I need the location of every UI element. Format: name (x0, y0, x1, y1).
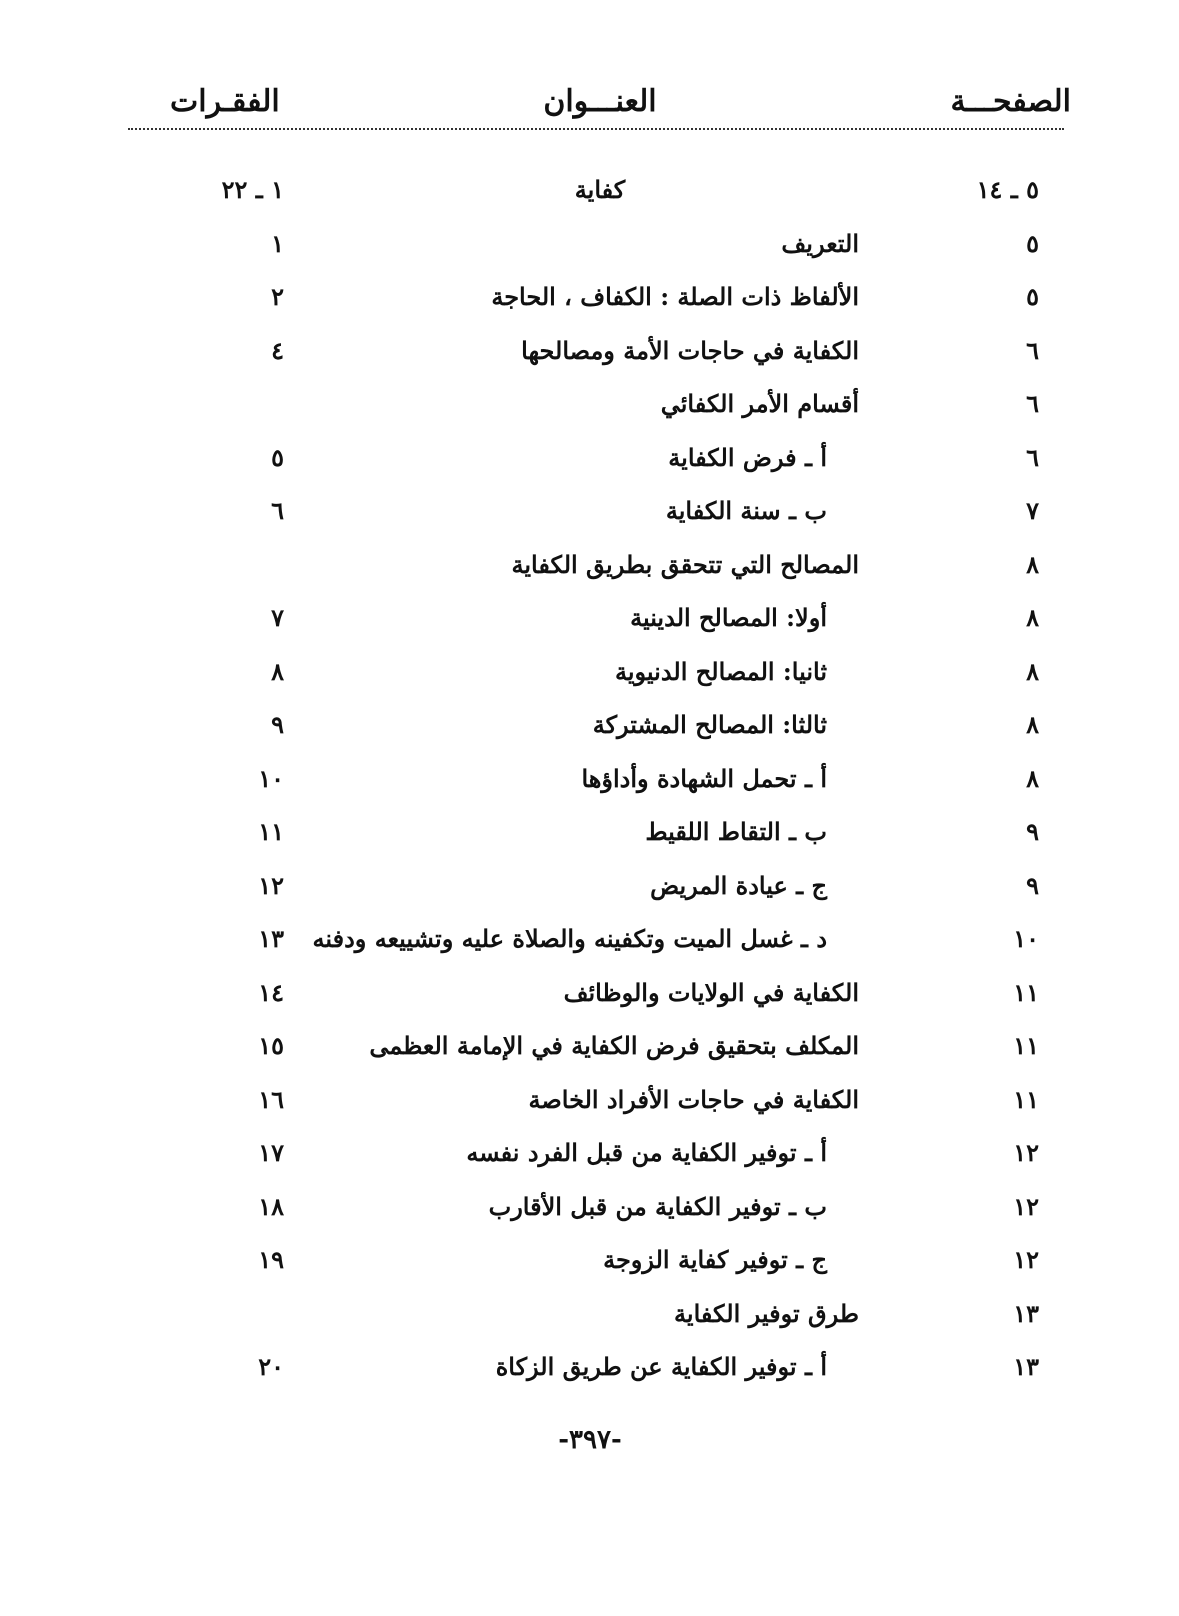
toc-row (0, 539, 1179, 593)
toc-page-number: ٨ (1026, 763, 1039, 793)
toc-row (0, 485, 1179, 539)
toc-page-number: ١٢ (1013, 1138, 1039, 1167)
page-column-header: الصفحـــة (950, 84, 1071, 119)
toc-paragraph-range: ٤ (271, 335, 284, 365)
toc-page-number: ٥ (1026, 228, 1039, 258)
toc-entry-title: أ ـ توفير الكفاية من قبل الفرد نفسه (466, 1138, 827, 1167)
toc-row (0, 592, 1179, 646)
toc-page-number: ٨ (1026, 549, 1039, 579)
toc-row (0, 271, 1179, 325)
toc-page-number: ١١ (1013, 1084, 1039, 1114)
toc-paragraph-range: ٢ (271, 282, 284, 311)
toc-page-number: ٥ ـ ١٤ (976, 175, 1039, 204)
toc-paragraph-range: ١٥ (258, 1031, 284, 1060)
toc-row (0, 1288, 1179, 1342)
toc-entry-title: د ـ غسل الميت وتكفينه والصلاة عليه وتشييعه ودفنه (312, 924, 827, 953)
toc-entry-title: الألفاظ ذات الصلة : الكفاف ، الحاجة (491, 282, 859, 311)
toc-page-number: ١٢ (1013, 1245, 1039, 1274)
toc-entry-title: أ ـ توفير الكفاية عن طريق الزكاة (495, 1352, 827, 1381)
toc-entry-title: المصالح التي تتحقق بطريق الكفاية (511, 549, 859, 579)
toc-paragraph-range: ١٤ (258, 977, 284, 1007)
toc-page-number: ٥ (1026, 282, 1039, 311)
toc-row (0, 325, 1179, 379)
toc-row (0, 860, 1179, 914)
toc-paragraph-range: ٢٠ (258, 1352, 284, 1381)
toc-paragraph-range: ٨ (271, 656, 284, 686)
toc-page-number: ١٠ (1013, 924, 1039, 953)
header-dotted-rule (128, 128, 1064, 130)
toc-row (0, 913, 1179, 967)
toc-entry-title: كفاية (574, 175, 626, 204)
toc-page-number: ٩ (1026, 870, 1039, 900)
toc-page-number: ٨ (1026, 710, 1039, 739)
toc-page-number: ٧ (1026, 496, 1039, 525)
toc-entry-title: ب ـ التقاط اللقيط (645, 817, 827, 846)
toc-row (0, 164, 1179, 218)
toc-entry-title: ثانيا: المصالح الدنيوية (614, 656, 827, 686)
toc-row (0, 218, 1179, 272)
toc-paragraph-range: ٦ (271, 496, 284, 525)
toc-paragraph-range: ١٨ (258, 1191, 284, 1221)
toc-paragraph-range: ١ ـ ٢٢ (221, 175, 284, 204)
toc-page-number: ١٣ (1013, 1298, 1039, 1328)
toc-paragraph-range: ١٢ (258, 870, 284, 900)
toc-entry-title: أقسام الأمر الكفائي (660, 389, 859, 418)
toc-row (0, 806, 1179, 860)
toc-paragraph-range: ١٠ (258, 763, 284, 793)
toc-row (0, 1074, 1179, 1128)
toc-row (0, 753, 1179, 807)
toc-entry-title: أ ـ فرض الكفاية (668, 442, 827, 472)
toc-row (0, 1341, 1179, 1395)
toc-page-number: ٦ (1026, 389, 1039, 418)
toc-row (0, 967, 1179, 1021)
toc-paragraph-range: ١٣ (258, 924, 284, 953)
paragraphs-column-header: الفقـرات (170, 84, 280, 119)
toc-entry-title: أ ـ تحمل الشهادة وأداؤها (581, 763, 827, 793)
toc-entry-title: ج ـ عيادة المريض (650, 870, 827, 900)
toc-paragraph-range: ١ (271, 228, 284, 258)
toc-page-number: ١٣ (1013, 1352, 1039, 1381)
toc-paragraph-range: ٩ (271, 710, 284, 739)
toc-row (0, 1127, 1179, 1181)
toc-entry-title: طرق توفير الكفاية (674, 1298, 859, 1328)
toc-page-number: ٦ (1026, 442, 1039, 472)
toc-page-number: ١١ (1013, 1031, 1039, 1060)
page-number: -٣٩٧- (558, 1425, 622, 1455)
toc-entry-title: الكفاية في الولايات والوظائف (563, 977, 859, 1007)
toc-page-number: ٩ (1026, 817, 1039, 846)
toc-paragraph-range: ١١ (258, 817, 284, 846)
toc-entry-title: الكفاية في حاجات الأمة ومصالحها (521, 335, 859, 365)
toc-row (0, 1181, 1179, 1235)
toc-entry-title: ثالثا: المصالح المشتركة (592, 710, 827, 739)
toc-entry-title: أولا: المصالح الدينية (630, 603, 827, 632)
title-column-header: العنـــوان (543, 84, 657, 119)
toc-entry-title: المكلف بتحقيق فرض الكفاية في الإمامة العظمى (369, 1031, 859, 1060)
toc-row (0, 646, 1179, 700)
toc-row (0, 1020, 1179, 1074)
toc-paragraph-range: ١٦ (258, 1084, 284, 1114)
toc-paragraph-range: ٥ (271, 442, 284, 472)
toc-entry-title: الكفاية في حاجات الأفراد الخاصة (528, 1084, 859, 1114)
toc-row (0, 432, 1179, 486)
toc-row (0, 378, 1179, 432)
toc-rows (0, 164, 1179, 1395)
toc-entry-title: ج ـ توفير كفاية الزوجة (603, 1245, 827, 1274)
toc-page-number: ٨ (1026, 603, 1039, 632)
toc-entry-title: التعريف (781, 228, 859, 258)
toc-entry-title: ب ـ توفير الكفاية من قبل الأقارب (488, 1191, 827, 1221)
toc-row (0, 699, 1179, 753)
toc-paragraph-range: ١٧ (258, 1138, 284, 1167)
toc-paragraph-range: ٧ (271, 603, 284, 632)
toc-row (0, 1234, 1179, 1288)
toc-page-number: ١٢ (1013, 1191, 1039, 1221)
toc-paragraph-range: ١٩ (258, 1245, 284, 1274)
toc-page-number: ١١ (1013, 977, 1039, 1007)
toc-page-number: ٦ (1026, 335, 1039, 365)
toc-entry-title: ب ـ سنة الكفاية (665, 496, 827, 525)
toc-page-number: ٨ (1026, 656, 1039, 686)
